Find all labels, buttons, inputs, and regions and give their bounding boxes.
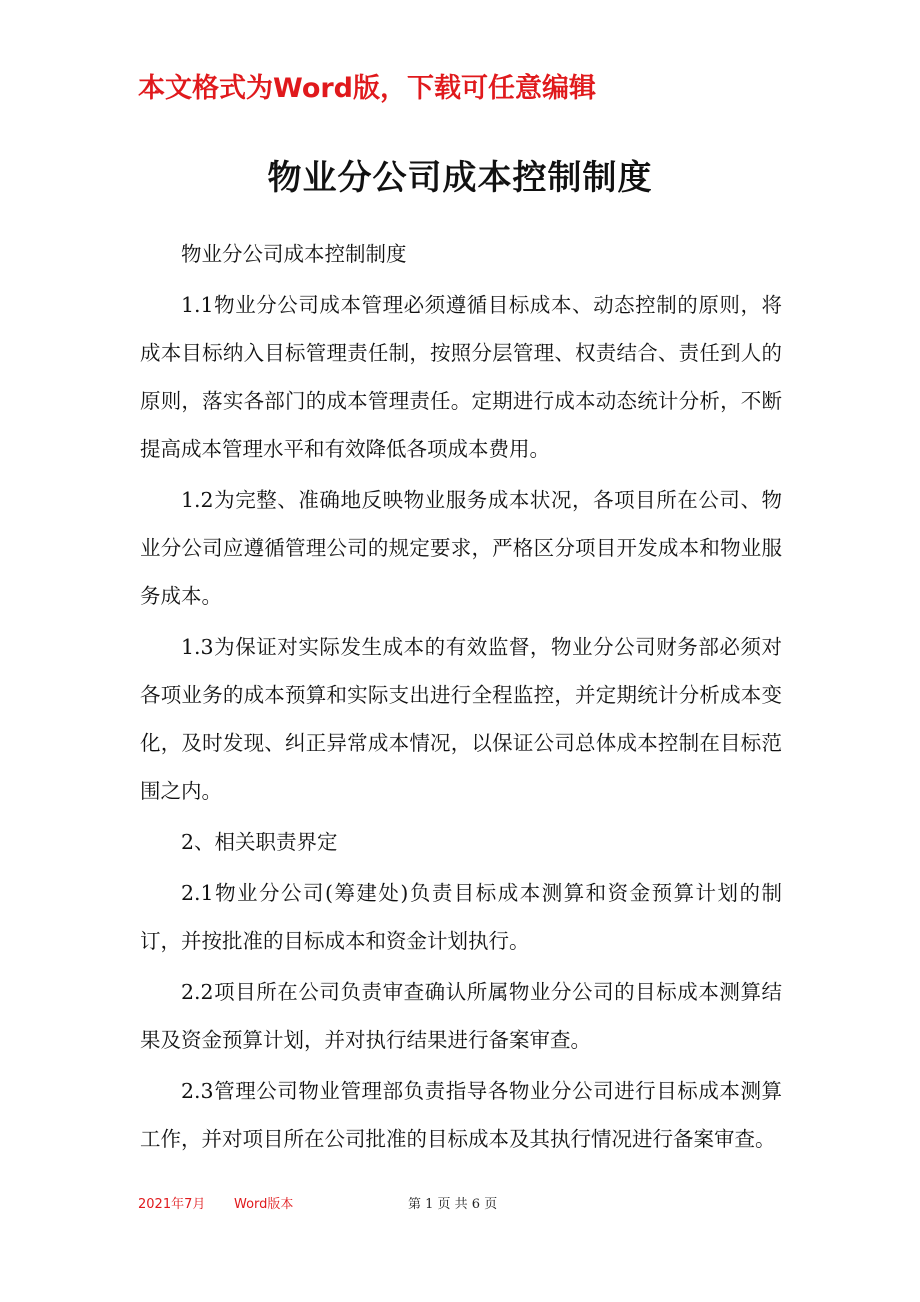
body-paragraph: 1.1物业分公司成本管理必须遵循目标成本、动态控制的原则，将成本目标纳入目标管理责任制，按照分层管理、权责结合、责任到人的原则，落实各部门的成本管理责任。定期进行成本动态统计分析，不断提高成本管理水平和有效降低各项成本费用。 — [140, 293, 782, 461]
body-paragraph: 1.3为保证对实际发生成本的有效监督，物业分公司财务部必须对各项业务的成本预算和实际支出进行全程监控，并定期统计分析成本变化，及时发现、纠正异常成本情况，以保证公司总体成本控制在目标范围之内。 — [140, 635, 782, 803]
footer-version: Word版本 — [234, 1197, 294, 1212]
body-paragraph: 2.1物业分公司(筹建处)负责目标成本测算和资金预算计划的制订，并按批准的目标成本和资金计划执行。 — [140, 881, 782, 953]
body-paragraph: 2.2项目所在公司负责审查确认所属物业分公司的目标成本测算结果及资金预算计划，并对执行结果进行备案审查。 — [140, 980, 782, 1052]
body-paragraph: 1.2为完整、准确地反映物业服务成本状况，各项目所在公司、物业分公司应遵循管理公司的规定要求，严格区分项目开发成本和物业服务成本。 — [140, 488, 782, 608]
section-heading: 2、相关职责界定 — [181, 830, 338, 854]
page-footer — [0, 1193, 920, 1213]
footer-date: 2021年7月 — [138, 1197, 206, 1212]
body-paragraph: 2.3管理公司物业管理部负责指导各物业分公司进行目标成本测算工作，并对项目所在公司批准的目标成本及其执行情况进行备案审查。 — [140, 1079, 782, 1151]
footer-page-number: 第 1 页 共 6 页 — [408, 1197, 498, 1212]
document-title: 物业分公司成本控制制度 — [267, 158, 653, 198]
body-paragraph: 物业分公司成本控制制度 — [181, 242, 407, 266]
document-body — [140, 230, 782, 1166]
download-notice-banner: 本文格式为Word版，下载可任意编辑 — [138, 73, 597, 104]
